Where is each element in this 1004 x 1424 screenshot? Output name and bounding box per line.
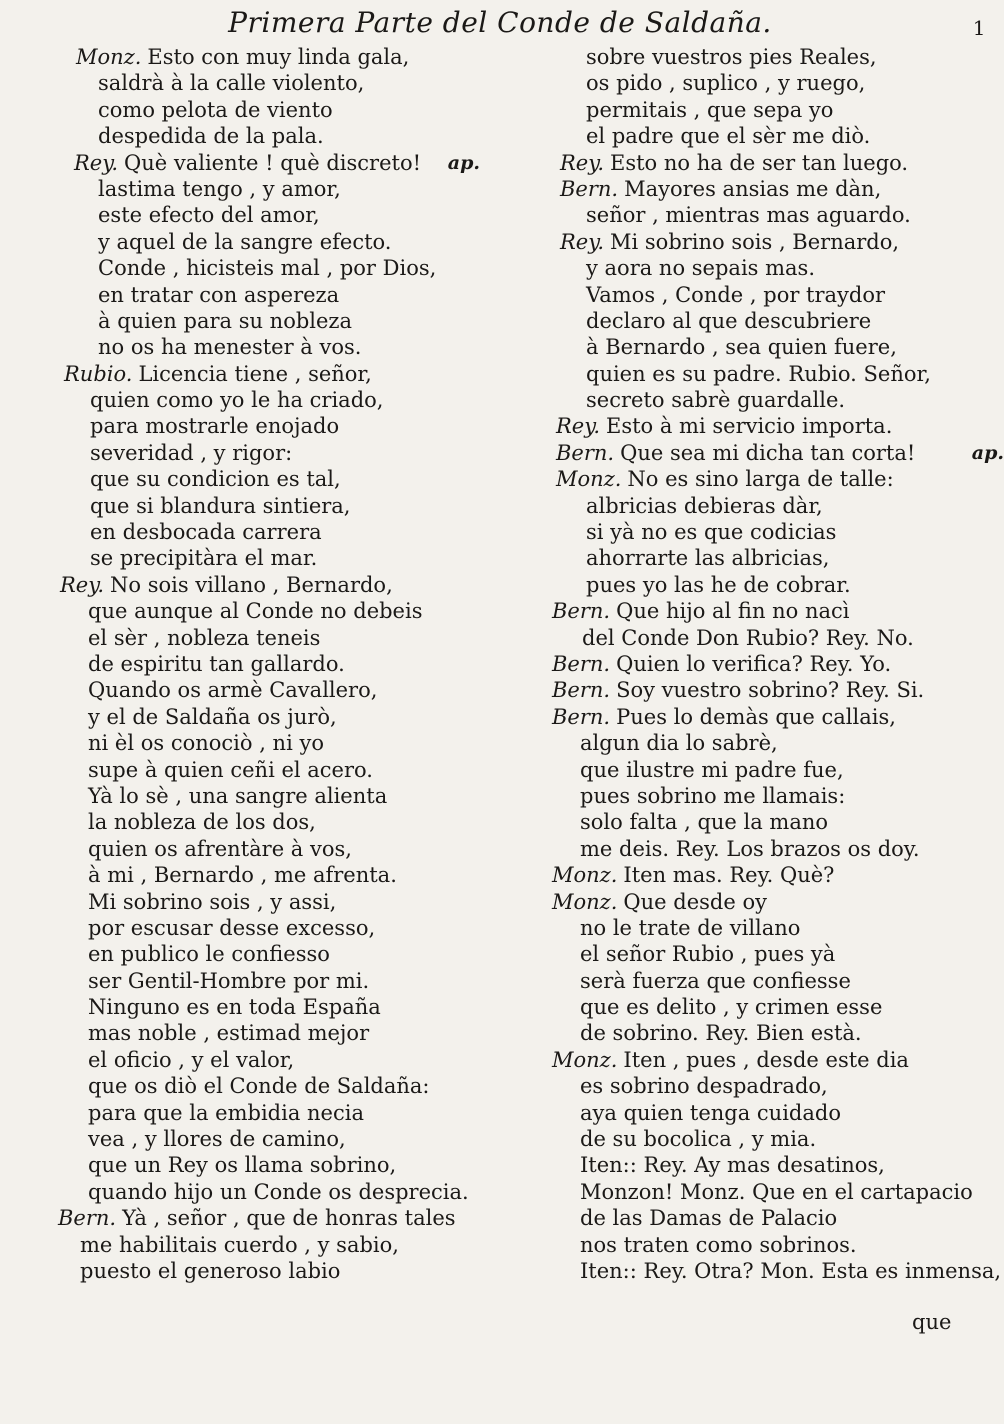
- verse-line: [542, 1232, 982, 1258]
- verse-text: pues yo las he de cobrar.: [586, 572, 851, 597]
- verse-line: [58, 334, 478, 360]
- verse-text: para mostrarle enojado: [90, 414, 340, 439]
- verse-line: [58, 1232, 478, 1258]
- speaker-label: Monz.: [552, 889, 618, 914]
- verse-text: en publico le confiesso: [88, 942, 330, 967]
- verse-line: [58, 836, 478, 862]
- verse-line: [58, 176, 478, 202]
- verse-line: [542, 1020, 982, 1046]
- verse-line: [542, 545, 982, 571]
- verse-text: albricias debieras dàr,: [586, 493, 823, 518]
- verse-line: [542, 1100, 982, 1126]
- verse-line: [542, 1126, 982, 1152]
- verse-text: Iten:: Rey. Otra? Mon. Esta es inmensa,: [580, 1258, 1002, 1283]
- verse-line: [542, 1047, 982, 1073]
- verse-text: Que desde oy: [623, 889, 767, 914]
- verse-text: ni èl os conociò , ni yo: [88, 731, 324, 756]
- verse-line: [542, 308, 982, 334]
- verse-text: Vamos , Conde , por traydor: [586, 282, 886, 307]
- verse-text: No es sino larga de talle:: [627, 467, 894, 492]
- verse-text: Mayores ansias me dàn,: [624, 176, 882, 201]
- verse-text: severidad , y rigor:: [90, 440, 293, 465]
- verse-text: quien os afrentàre à vos,: [88, 836, 352, 861]
- verse-line: [58, 862, 478, 888]
- verse-text: Que sea mi dicha tan corta!: [620, 440, 916, 465]
- verse-line: [58, 1100, 478, 1126]
- verse-text: en desbocada carrera: [90, 520, 322, 545]
- speaker-label: Bern.: [58, 1206, 117, 1231]
- speaker-label: Monz.: [76, 45, 142, 69]
- verse-text: y el de Saldaña os jurò,: [88, 704, 337, 729]
- verse-text: permitais , que sepa yo: [586, 97, 834, 122]
- speaker-label: Bern.: [552, 678, 611, 703]
- verse-line: [58, 1126, 478, 1152]
- verse-text: del Conde Don Rubio? Rey. No.: [582, 625, 914, 650]
- verse-text: y aora no sepais mas.: [586, 256, 816, 281]
- verse-text: Iten mas. Rey. Què?: [623, 863, 835, 888]
- verse-line: [58, 783, 478, 809]
- verse-line: [58, 387, 478, 413]
- verse-text: Monzon! Monz. Que en el cartapacio: [580, 1179, 973, 1204]
- verse-line: [542, 334, 982, 360]
- verse-text: Yà , señor , que de honras tales: [122, 1206, 456, 1231]
- verse-line: [542, 677, 982, 703]
- verse-line: [58, 941, 478, 967]
- speaker-label: Bern.: [552, 599, 611, 624]
- verse-line: [542, 704, 982, 730]
- verse-text: Quando os armè Cavallero,: [88, 678, 378, 703]
- verse-text: como pelota de viento: [98, 97, 333, 122]
- verse-line: [58, 308, 478, 334]
- verse-text: Mi sobrino sois , Bernardo,: [610, 229, 900, 254]
- verse-text: el sèr , nobleza teneis: [88, 625, 321, 650]
- speaker-label: Bern.: [552, 704, 611, 729]
- aside-note: ap.: [971, 441, 1004, 464]
- verse-line: [542, 413, 982, 439]
- verse-text: lastima tengo , y amor,: [98, 176, 341, 201]
- verse-line: [58, 545, 478, 571]
- verse-text: Licencia tiene , señor,: [138, 361, 372, 386]
- speaker-label: Bern.: [552, 651, 611, 676]
- verse-text: que os diò el Conde de Saldaña:: [88, 1074, 430, 1099]
- verse-line: [542, 625, 982, 651]
- verse-text: vea , y llores de camino,: [88, 1127, 346, 1152]
- verse-line: [542, 282, 982, 308]
- verse-text: quien como yo le ha criado,: [90, 388, 384, 413]
- verse-line: [542, 889, 982, 915]
- verse-line: [58, 1073, 478, 1099]
- verse-line: [542, 941, 982, 967]
- speaker-label: Rey.: [556, 414, 600, 439]
- verse-line: [542, 651, 982, 677]
- verse-line: [542, 150, 982, 176]
- verse-text: supe à quien ceñi el acero.: [88, 757, 373, 782]
- speaker-label: Bern.: [560, 176, 619, 201]
- verse-text: no os ha menester à vos.: [98, 335, 362, 360]
- left-column: [58, 44, 478, 1284]
- verse-line: [58, 677, 478, 703]
- verse-line: [542, 70, 982, 96]
- verse-text: Que hijo al fin no nacì: [616, 599, 850, 624]
- verse-text: serà fuerza que confiesse: [580, 968, 851, 993]
- speaker-label: Rey.: [60, 572, 104, 597]
- verse-text: nos traten como sobrinos.: [580, 1232, 857, 1257]
- verse-text: Quien lo verifica? Rey. Yo.: [616, 651, 892, 676]
- verse-text: ser Gentil-Hombre por mi.: [88, 968, 370, 993]
- verse-line: [58, 282, 478, 308]
- verse-line: [542, 783, 982, 809]
- verse-text: Què valiente ! què discreto!: [124, 150, 422, 175]
- verse-text: Esto con muy linda gala,: [147, 45, 410, 69]
- right-column: [542, 44, 1004, 1284]
- verse-text: pues sobrino me llamais:: [580, 783, 846, 808]
- verse-text: el señor Rubio , pues yà: [580, 942, 836, 967]
- verse-text: de las Damas de Palacio: [580, 1206, 838, 1231]
- verse-line: [58, 889, 478, 915]
- verse-line: [542, 862, 982, 888]
- verse-line: [58, 572, 478, 598]
- verse-line: [58, 97, 478, 123]
- verse-text: à quien para su nobleza: [98, 308, 353, 333]
- verse-line: [58, 70, 478, 96]
- verse-line: [542, 757, 982, 783]
- verse-line: [58, 413, 478, 439]
- verse-line: [542, 202, 982, 228]
- verse-text: me deis. Rey. Los brazos os doy.: [580, 836, 920, 861]
- verse-line: [542, 968, 982, 994]
- verse-line: [58, 1205, 478, 1231]
- verse-line: [542, 44, 982, 70]
- verse-text: de espiritu tan gallardo.: [88, 651, 345, 676]
- verse-text: señor , mientras mas aguardo.: [586, 203, 911, 228]
- verse-text: que su condicion es tal,: [90, 467, 341, 492]
- aside-note: ap.: [447, 151, 480, 174]
- verse-text: no le trate de villano: [580, 915, 801, 940]
- verse-text: declaro al que descubriere: [586, 308, 872, 333]
- verse-text: Ninguno es en toda España: [88, 995, 381, 1020]
- verse-text: Esto à mi servicio importa.: [606, 414, 893, 439]
- verse-line: [542, 229, 982, 255]
- speaker-label: Bern.: [556, 440, 615, 465]
- verse-text: de su bocolica , y mia.: [580, 1127, 817, 1152]
- verse-text: algun dia lo sabrè,: [580, 731, 778, 756]
- page-mark: 1: [972, 16, 986, 40]
- verse-line: [542, 915, 982, 941]
- verse-line: [542, 493, 982, 519]
- verse-text: que un Rey os llama sobrino,: [88, 1153, 397, 1178]
- verse-text: Soy vuestro sobrino? Rey. Si.: [616, 678, 925, 703]
- speaker-label: Monz.: [552, 1047, 618, 1072]
- verse-text: en tratar con aspereza: [98, 282, 340, 307]
- verse-line: [542, 387, 982, 413]
- verse-line: [58, 1179, 478, 1205]
- verse-text: Iten , pues , desde este dia: [623, 1047, 909, 1072]
- verse-text: me habilitais cuerdo , y sabio,: [80, 1232, 399, 1257]
- verse-line: [542, 1258, 1002, 1284]
- verse-line: [58, 968, 478, 994]
- verse-text: secreto sabrè guardalle.: [586, 388, 846, 413]
- verse-line: [542, 809, 982, 835]
- verse-text: este efecto del amor,: [98, 203, 320, 228]
- speaker-label: Rey.: [560, 229, 604, 254]
- verse-line: [58, 255, 478, 281]
- verse-text: si yà no es que codicias: [586, 520, 837, 545]
- verse-text: à mi , Bernardo , me afrenta.: [88, 863, 397, 888]
- verse-line: [542, 466, 982, 492]
- page-title: Primera Parte del Conde de Saldaña.: [228, 6, 772, 39]
- verse-line: [542, 1152, 982, 1178]
- verse-text: el padre que el sèr me diò.: [586, 124, 871, 149]
- verse-text: que si blandura sintiera,: [90, 493, 351, 518]
- verse-text: puesto el generoso labio: [80, 1258, 341, 1283]
- verse-line: [58, 440, 478, 466]
- verse-line: [58, 361, 478, 387]
- verse-text: la nobleza de los dos,: [88, 810, 316, 835]
- verse-line: [58, 150, 478, 176]
- verse-line: [542, 836, 982, 862]
- verse-text: Iten:: Rey. Ay mas desatinos,: [580, 1153, 885, 1178]
- speaker-label: Rubio.: [64, 361, 133, 386]
- verse-line: [542, 440, 1004, 466]
- verse-text: Pues lo demàs que callais,: [616, 704, 896, 729]
- verse-line: [542, 1179, 982, 1205]
- verse-text: aya quien tenga cuidado: [580, 1100, 841, 1125]
- speaker-label: Rey.: [74, 150, 118, 175]
- running-header: [0, 6, 1000, 46]
- verse-line: [58, 598, 478, 624]
- verse-line: [58, 1152, 478, 1178]
- verse-line: [58, 730, 478, 756]
- verse-line: [58, 625, 478, 651]
- verse-text: mas noble , estimad mejor: [88, 1021, 370, 1046]
- verse-line: [58, 202, 478, 228]
- verse-text: que aunque al Conde no debeis: [88, 599, 423, 624]
- verse-line: [58, 519, 478, 545]
- verse-line: [542, 572, 982, 598]
- verse-line: [542, 519, 982, 545]
- verse-text: por escusar desse excesso,: [88, 915, 376, 940]
- verse-text: que ilustre mi padre fue,: [580, 757, 844, 782]
- verse-text: Yà lo sè , una sangre alienta: [88, 783, 388, 808]
- verse-line: [58, 651, 478, 677]
- verse-line: [542, 994, 982, 1020]
- verse-line: [58, 1047, 478, 1073]
- catchword: que: [912, 1310, 952, 1334]
- verse-text: y aquel de la sangre efecto.: [98, 229, 392, 254]
- speaker-label: Monz.: [552, 863, 618, 888]
- verse-line: [58, 704, 478, 730]
- verse-line: [542, 730, 982, 756]
- verse-text: Esto no ha de ser tan luego.: [610, 150, 909, 175]
- verse-text: es sobrino despadrado,: [580, 1074, 828, 1099]
- verse-text: ahorrarte las albricias,: [586, 546, 830, 571]
- verse-line: [542, 1073, 982, 1099]
- verse-text: saldrà à la calle violento,: [98, 71, 365, 96]
- verse-line: [542, 176, 982, 202]
- verse-line: [58, 809, 478, 835]
- verse-text: que es delito , y crimen esse: [580, 995, 883, 1020]
- verse-line: [58, 915, 478, 941]
- verse-text: quien es su padre. Rubio. Señor,: [586, 361, 931, 386]
- verse-text: Conde , hicisteis mal , por Dios,: [98, 256, 437, 281]
- verse-line: [58, 757, 478, 783]
- verse-line: [58, 1258, 478, 1284]
- verse-line: [58, 123, 478, 149]
- verse-text: para que la embidia necia: [88, 1100, 364, 1125]
- speaker-label: Rey.: [560, 150, 604, 175]
- speaker-label: Monz.: [556, 467, 622, 492]
- verse-text: se precipitàra el mar.: [90, 546, 318, 571]
- verse-text: à Bernardo , sea quien fuere,: [586, 335, 897, 360]
- verse-line: [542, 361, 982, 387]
- verse-line: [58, 466, 478, 492]
- verse-line: [542, 598, 982, 624]
- verse-text: os pido , suplico , y ruego,: [586, 71, 866, 96]
- verse-line: [542, 97, 982, 123]
- verse-text: quando hijo un Conde os desprecia.: [88, 1179, 469, 1204]
- verse-text: solo falta , que la mano: [580, 810, 829, 835]
- verse-text: despedida de la pala.: [98, 124, 324, 149]
- verse-line: [542, 123, 982, 149]
- verse-text: sobre vuestros pies Reales,: [586, 45, 877, 69]
- verse-text: No sois villano , Bernardo,: [110, 572, 393, 597]
- verse-text: de sobrino. Rey. Bien està.: [580, 1021, 862, 1046]
- verse-line: [58, 44, 478, 70]
- verse-line: [58, 994, 478, 1020]
- verse-line: [58, 493, 478, 519]
- verse-text: Mi sobrino sois , y assi,: [88, 889, 337, 914]
- verse-line: [542, 1205, 982, 1231]
- verse-line: [58, 229, 478, 255]
- verse-line: [58, 1020, 478, 1046]
- verse-line: [542, 255, 982, 281]
- verse-text: el oficio , y el valor,: [88, 1047, 295, 1072]
